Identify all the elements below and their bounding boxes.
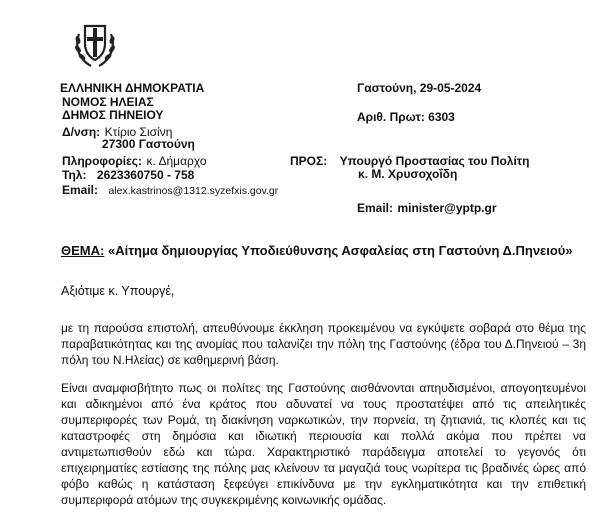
recipient-line2: κ. Μ. Χρυσοχοΐδη: [358, 167, 458, 181]
sender-email-row: [62, 181, 278, 199]
recipient-email-row: [357, 199, 497, 217]
header-republic: ΕΛΛΗΝΙΚΗ ΔΗΜΟΚΡΑΤΙΑ: [60, 81, 205, 95]
info-label: Πληροφορίες:: [62, 154, 143, 168]
sender-email-value[interactable]: alex.kastrinos@1312.syzefxis.gov.gr: [108, 185, 279, 197]
subject-label: ΘΕΜΑ:: [61, 243, 105, 258]
place-date: Γαστούνη, 29-05-2024: [357, 81, 482, 95]
header-prefecture: ΝΟΜΟΣ ΗΛΕΙΑΣ: [62, 95, 154, 109]
greeting: Αξιότιμε κ. Υπουργέ,: [61, 284, 175, 298]
subject-line: [61, 243, 573, 258]
header-municipality: ΔΗΜΟΣ ΠΗΝΕΙΟΥ: [62, 108, 164, 122]
body-paragraph-1: με τη παρούσα επιστολή, απευθύνουμε έκκληση προκειμένου να εγκύψετε σοβαρά στο θέμα της παραβατικότητας και της ανομίας που ταλανίζει την πόλη της Γαστούνης (έδρα του Δ.Πηνειού – 3η πόλη του Ν.Ηλείας) σε καθημερινή βάση.: [61, 321, 586, 367]
recipient-email-label: Email:: [357, 201, 394, 215]
body-paragraph-2: Είναι αναμφισβήτητο πως οι πολίτες της Γαστούνης αισθάνονται απηυδισμένοι, απογοητευμένοι και αδικημένοι από ένα κράτος που αδυνατεί να τους προστατέψει από τις απειλητικές συμπεριφορές των Ρομά, τη διακίνηση ναρκωτικών, την πορνεία, τη ζητιανιά, τις κλοπές και τις καταστροφές στη δημόσια και ιδιωτική περιουσία και πολλά ακόμα που πρέπει να αντιμετωπισθούν εδώ και τώρα. Χαρακτηριστικό παράδειγμα αποτελεί το γεγονός ότι επιχειρηματίες εστίασης της πόλης μας κλείνουν τα μαγαζιά τους νωρίτερα τις βραδινές ώρες από φόβο καθώς η κατάσταση ξεφεύγει επικίνδυνα με την εγκληματικότητα και την επιθετική συμπεριφορά ατόμων της συγκεκριμένης κοινωνικής ομάδας.: [61, 381, 586, 507]
address-label: Δ/νση:: [62, 125, 101, 139]
address-value: Κτίριο Σισίνη: [104, 125, 173, 139]
info-value: κ. Δήμαρχο: [146, 154, 207, 168]
sender-email-label: Email:: [62, 183, 99, 197]
recipient-label: ΠΡΟΣ:: [290, 154, 328, 168]
subject-text: «Αίτημα δημιουργίας Υποδιεύθυνσης Ασφαλείας στη Γαστούνη Δ.Πηνειού»: [107, 243, 573, 258]
phone-value: 2623360750 - 758: [96, 168, 195, 182]
recipient-email-value[interactable]: minister@yptp.gr: [397, 201, 497, 215]
recipient-line1: Υπουργό Προστασίας του Πολίτη: [339, 154, 530, 168]
protocol-number: Αριθ. Πρωτ: 6303: [357, 110, 455, 124]
phone-label: Τηλ:: [62, 168, 87, 182]
postal-code: 27300 Γαστούνη: [102, 137, 195, 151]
greek-coat-of-arms-icon: [73, 20, 117, 70]
